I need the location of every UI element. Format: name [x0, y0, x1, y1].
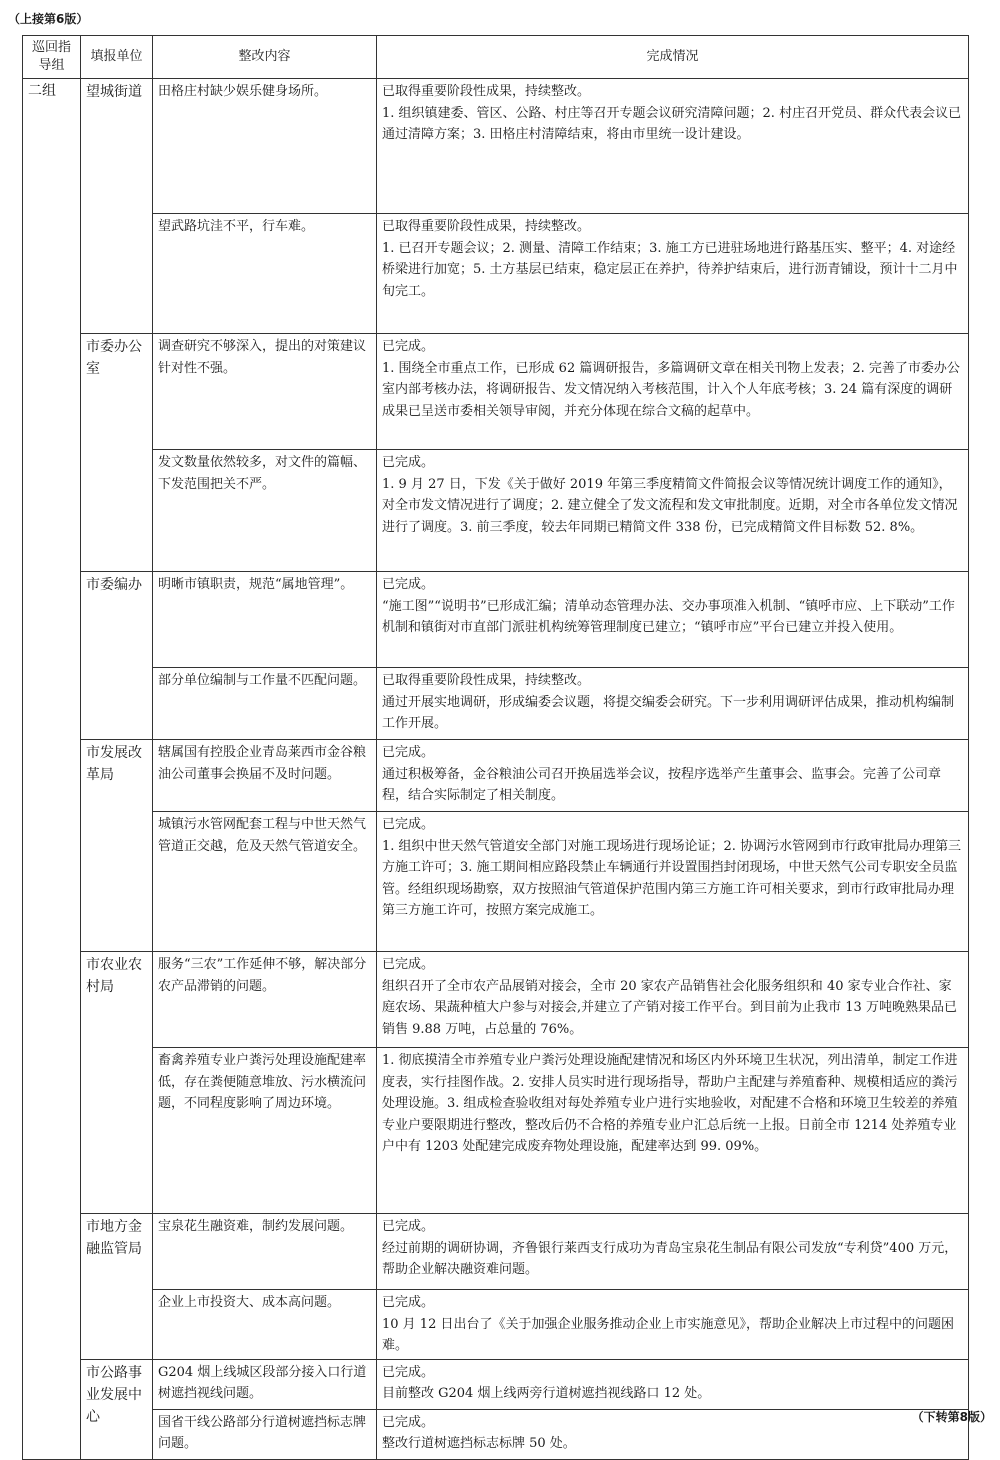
status-cell [377, 572, 969, 668]
status-summary: 已完成。 [382, 1219, 435, 1234]
unit-cell: 望城街道 [81, 79, 153, 334]
continued-from-note: （上接第6版） [8, 12, 89, 26]
status-detail: 10 月 12 日出台了《关于加强企业服务推动企业上市实施意见》，帮助企业解决上市过程中的问题困难。 [382, 1316, 954, 1353]
status-summary: 已完成。 [382, 455, 435, 470]
table-row [23, 812, 969, 952]
issue-cell: 调查研究不够深入，提出的对策建议针对性不强。 [153, 334, 377, 450]
issue-cell: 企业上市投资大、成本高问题。 [153, 1290, 377, 1360]
status-cell [377, 1409, 969, 1459]
unit-cell: 市公路事业发展中心 [81, 1359, 153, 1459]
status-cell [377, 1290, 969, 1360]
status-cell [377, 214, 969, 334]
issue-cell: 田格庄村缺少娱乐健身场所。 [153, 79, 377, 214]
status-detail: 1. 已召开专题会议；2. 测量、清障工作结束；3. 施工方已进驻场地进行路基压实、整平；4. 对途经桥梁进行加宽；5. 土方基层已结束，稳定层正在养护，待养护结束后，进行沥青铺设，预计十二月中旬完工。 [382, 240, 958, 299]
status-detail: 组织召开了全市农产品展销对接会，全市 20 家农产品销售社会化服务组织和 40 家专业合作社、家庭农场、果蔬种植大户参与对接会,并建立了产销对接工作平台。到目前为止我市 13 万吨晚熟果品已销售 9.88 万吨，占总量的 76%。 [382, 978, 957, 1037]
status-summary: 已完成。 [382, 1364, 435, 1380]
table-row [23, 952, 969, 1048]
status-detail: 通过积极筹备，金谷粮油公司召开换届选举会议，按程序选举产生董事会、监事会。完善了公司章程，结合实际制定了相关制度。 [382, 766, 942, 803]
status-detail: 1. 围绕全市重点工作，已形成 62 篇调研报告，多篇调研文章在相关刊物上发表；2. 完善了市委办公室内部考核办法，将调研报告、发文情况纳入考核范围，计入个人年底考核；3. 24 篇有深度的调研成果已呈送市委相关领导审阅，并充分体现在综合文稿的起草中。 [382, 360, 960, 419]
status-cell [377, 1359, 969, 1409]
status-summary: 已完成。 [382, 577, 435, 592]
table-row [23, 1409, 969, 1459]
status-cell [377, 1214, 969, 1290]
column-header-status: 完成情况 [377, 36, 969, 79]
issue-cell: 国省干线公路部分行道树遮挡标志牌问题。 [153, 1409, 377, 1459]
status-detail: 1. 组织镇建委、管区、公路、村庄等召开专题会议研究清障问题；2. 村庄召开党员、群众代表会议已通过清障方案；3. 田格庄村清障结束，将由市里统一设计建设。 [382, 105, 962, 142]
issue-cell: 辖属国有控股企业青岛莱西市金谷粮油公司董事会换届不及时问题。 [153, 740, 377, 812]
table-row [23, 334, 969, 450]
status-cell [377, 450, 969, 572]
table-row [23, 79, 969, 214]
status-cell [377, 740, 969, 812]
table-row [23, 1048, 969, 1214]
status-summary: 已完成。 [382, 817, 435, 832]
table-row [23, 740, 969, 812]
unit-cell: 市地方金融监管局 [81, 1214, 153, 1360]
status-detail: 1. 9 月 27 日，下发《关于做好 2019 年第三季度精简文件简报会议等情况统计调度工作的通知》，对全市发文情况进行了调度；2. 建立健全了发文流程和发文审批制度。近期，对全市各单位发文情况进行了调度。3. 前三季度，较去年同期已精简文件 338 份，已完成精简文件目标数 52. 8%。 [382, 476, 958, 535]
status-cell [377, 668, 969, 740]
unit-cell: 市发展改革局 [81, 740, 153, 952]
status-detail: 通过开展实地调研，形成编委会议题，将提交编委会研究。下一步利用调研评估成果，推动机构编制工作开展。 [382, 694, 955, 731]
status-detail: 1. 彻底摸清全市养殖专业户粪污处理设施配建情况和场区内外环境卫生状况，列出清单，制定工作进度表，实行挂图作战。2. 安排人员实时进行现场指导，帮助户主配建与养殖畜种、规模相适应的粪污处理设施。3. 组成检查验收组对每处养殖专业户进行实地验收，对配建不合格和环境卫生较差的养殖专业户要限期进行整改，整改后仍不合格的养殖专业户汇总后统一上报。日前全市 1214 处养殖专业户中有 1203 处配建完成废弃物处理设施，配建率达到 99. 09%。 [382, 1053, 958, 1154]
status-summary: 已完成。 [382, 1414, 435, 1430]
status-summary: 已完成。 [382, 1295, 435, 1310]
table-row [23, 668, 969, 740]
issue-cell: 明晰市镇职责，规范“属地管理”。 [153, 572, 377, 668]
issue-cell: G204 烟上线城区段部分接入口行道树遮挡视线问题。 [153, 1359, 377, 1409]
table-row [23, 450, 969, 572]
status-detail: “施工图”“说明书”已形成汇编；清单动态管理办法、交办事项准入机制、“镇呼市应、上下联动”工作机制和镇街对市直部门派驻机构统筹管理制度已建立；“镇呼市应”平台已建立并投入使用。 [382, 598, 955, 635]
status-cell [377, 812, 969, 952]
issue-cell: 畜禽养殖专业户粪污处理设施配建率低，存在粪便随意堆放、污水横流问题，不同程度影响了周边环境。 [153, 1048, 377, 1214]
status-summary: 已取得重要阶段性成果，持续整改。 [382, 219, 591, 234]
continued-to-note: （下转第8版） [911, 1410, 992, 1424]
group-cell: 二组 [23, 79, 81, 1460]
table-row [23, 214, 969, 334]
unit-cell: 市委办公室 [81, 334, 153, 572]
unit-cell: 市农业农村局 [81, 952, 153, 1214]
rectification-table [22, 35, 969, 1460]
unit-cell: 市委编办 [81, 572, 153, 740]
status-detail: 经过前期的调研协调，齐鲁银行莱西支行成功为青岛宝泉花生制品有限公司发放“专利贷”400 万元，帮助企业解决融资难问题。 [382, 1240, 958, 1277]
issue-cell: 城镇污水管网配套工程与中世天然气管道正交越，危及天然气管道安全。 [153, 812, 377, 952]
status-summary: 已完成。 [382, 745, 435, 760]
issue-cell: 望武路坑洼不平，行车难。 [153, 214, 377, 334]
column-header-unit: 填报单位 [81, 36, 153, 79]
issue-cell: 宝泉花生融资难，制约发展问题。 [153, 1214, 377, 1290]
status-summary: 已完成。 [382, 957, 435, 972]
status-cell [377, 952, 969, 1048]
status-summary: 已取得重要阶段性成果，持续整改。 [382, 84, 591, 99]
issue-cell: 服务“三农”工作延伸不够，解决部分农产品滞销的问题。 [153, 952, 377, 1048]
table-row [23, 572, 969, 668]
table-row [23, 1290, 969, 1360]
issue-cell: 发文数量依然较多，对文件的篇幅、下发范围把关不严。 [153, 450, 377, 572]
table-row [23, 1214, 969, 1290]
column-header-issue: 整改内容 [153, 36, 377, 79]
status-cell [377, 1048, 969, 1214]
status-cell [377, 334, 969, 450]
status-summary: 已完成。 [382, 339, 435, 354]
status-detail: 目前整改 G204 烟上线两旁行道树遮挡视线路口 12 处。 [382, 1386, 711, 1401]
table-header-row [23, 36, 969, 79]
table-row [23, 1359, 969, 1409]
status-detail: 1. 组织中世天然气管道安全部门对施工现场进行现场论证；2. 协调污水管网到市行政审批局办理第三方施工许可；3. 施工期间相应路段禁止车辆通行并设置围挡封闭现场，中世天然气公司专职安全员监管。经组织现场勘察，双方按照油气管道保护范围内第三方施工许可相关要求，到市行政审批局办理第三方施工许可，按照方案完成施工。 [382, 838, 962, 918]
status-cell [377, 79, 969, 214]
status-detail: 整改行道树遮挡标志标牌 50 处。 [382, 1436, 576, 1451]
status-summary: 已取得重要阶段性成果，持续整改。 [382, 673, 591, 688]
issue-cell: 部分单位编制与工作量不匹配问题。 [153, 668, 377, 740]
column-header-group: 巡回指导组 [23, 36, 81, 79]
